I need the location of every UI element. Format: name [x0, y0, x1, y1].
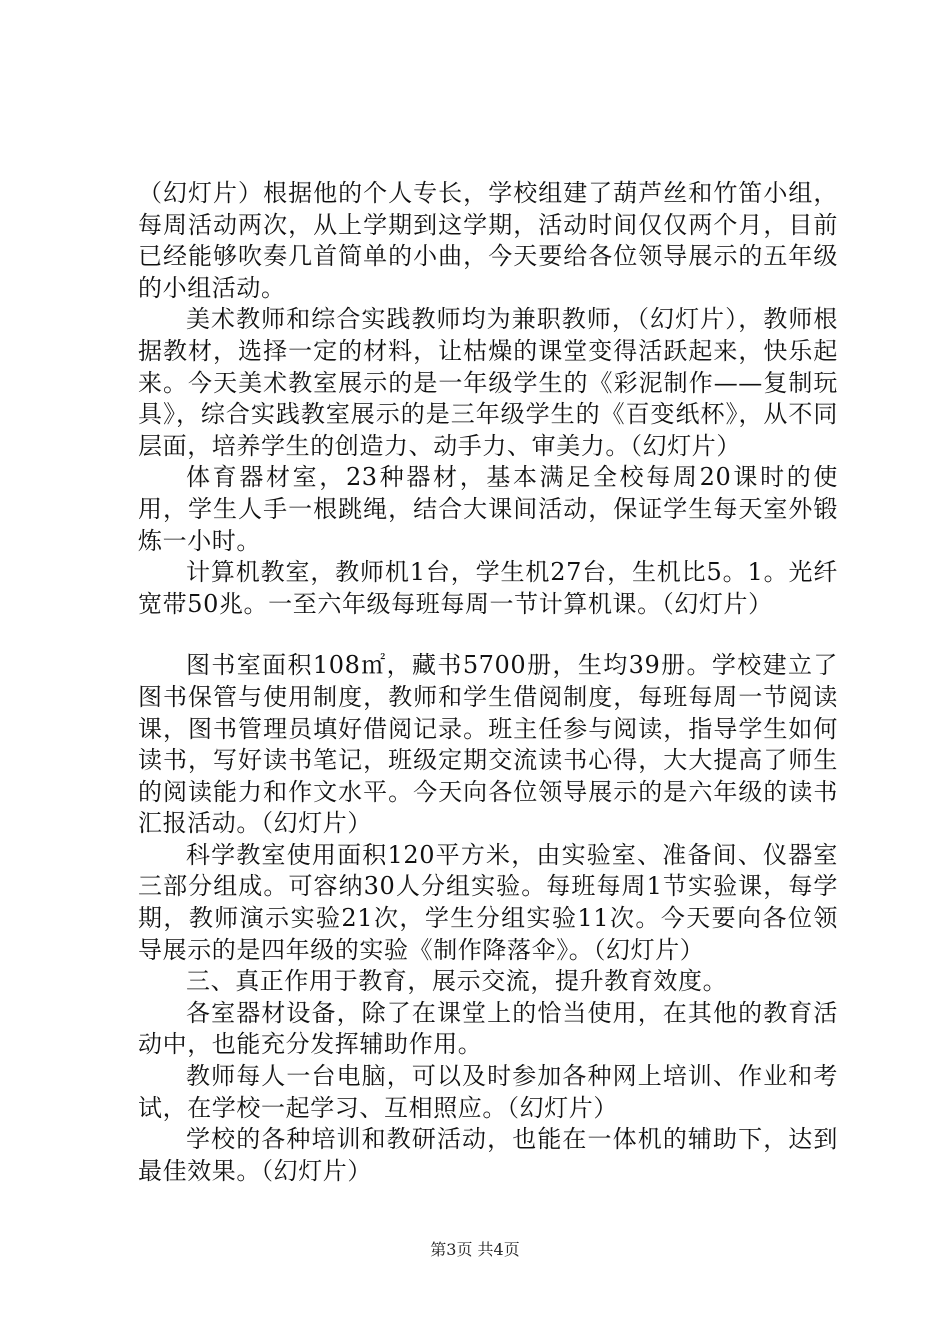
- paragraph-library: 图书室面积108㎡，藏书5700册，生均39册。学校建立了图书保管与使用制度，教师和学生借阅制度，每班每周一节阅读课，图书管理员填好借阅记录。班主任参与阅读，指导学生如何读书，写好读书笔记，班级定期交流读书心得，大大提高了师生的阅读能力和作文水平。今天向各位领导展示的是六年级的读书汇报活动。（幻灯片）: [138, 651, 838, 838]
- paragraph-art-practice: 美术教师和综合实践教师均为兼职教师，（幻灯片），教师根据教材，选择一定的材料，让枯燥的课堂变得活跃起来，快乐起来。今天美术教室展示的是一年级学生的《彩泥制作——复制玩具》，综合实践教室展示的是三年级学生的《百变纸杯》，从不同层面，培养学生的创造力、动手力、审美力。（幻灯片）: [138, 305, 838, 460]
- page-footer: 第3页 共4页: [430, 1240, 520, 1259]
- paragraph-spacer: [138, 620, 838, 650]
- document-body: [138, 178, 838, 1187]
- paragraph-equipment-use: 各室器材设备，除了在课堂上的恰当使用，在其他的教育活动中，也能充分发挥辅助作用。: [138, 998, 838, 1059]
- paragraph-training-activities: 学校的各种培训和教研活动，也能在一体机的辅助下，达到最佳效果。（幻灯片）: [138, 1125, 838, 1185]
- paragraph-teacher-computers: 教师每人一台电脑，可以及时参加各种网上培训、作业和考试，在学校一起学习、互相照应。（幻灯片）: [138, 1062, 838, 1122]
- paragraph-sports-equipment: 体育器材室，23种器材，基本满足全校每周20课时的使用，学生人手一根跳绳，结合大课间活动，保证学生每天室外锻炼一小时。: [138, 463, 838, 555]
- paragraph-computer-room: 计算机教室，教师机1台，学生机27台，生机比5。1。光纤宽带50兆。一至六年级每班每周一节计算机课。（幻灯片）: [138, 558, 838, 618]
- paragraph-music-groups: （幻灯片）根据他的个人专长，学校组建了葫芦丝和竹笛小组，每周活动两次，从上学期到这学期，活动时间仅仅两个月，目前已经能够吹奏几首简单的小曲，今天要给各位领导展示的五年级的小组活动。: [138, 179, 838, 302]
- section-heading-education: 三、真正作用于教育，展示交流，提升教育效度。: [186, 967, 728, 996]
- paragraph-science-room: 科学教室使用面积120平方米，由实验室、准备间、仪器室三部分组成。可容纳30人分组实验。每班每周1节实验课，每学期，教师演示实验21次，学生分组实验11次。今天要向各位领导展示的是四年级的实验《制作降落伞》。（幻灯片）: [138, 840, 838, 964]
